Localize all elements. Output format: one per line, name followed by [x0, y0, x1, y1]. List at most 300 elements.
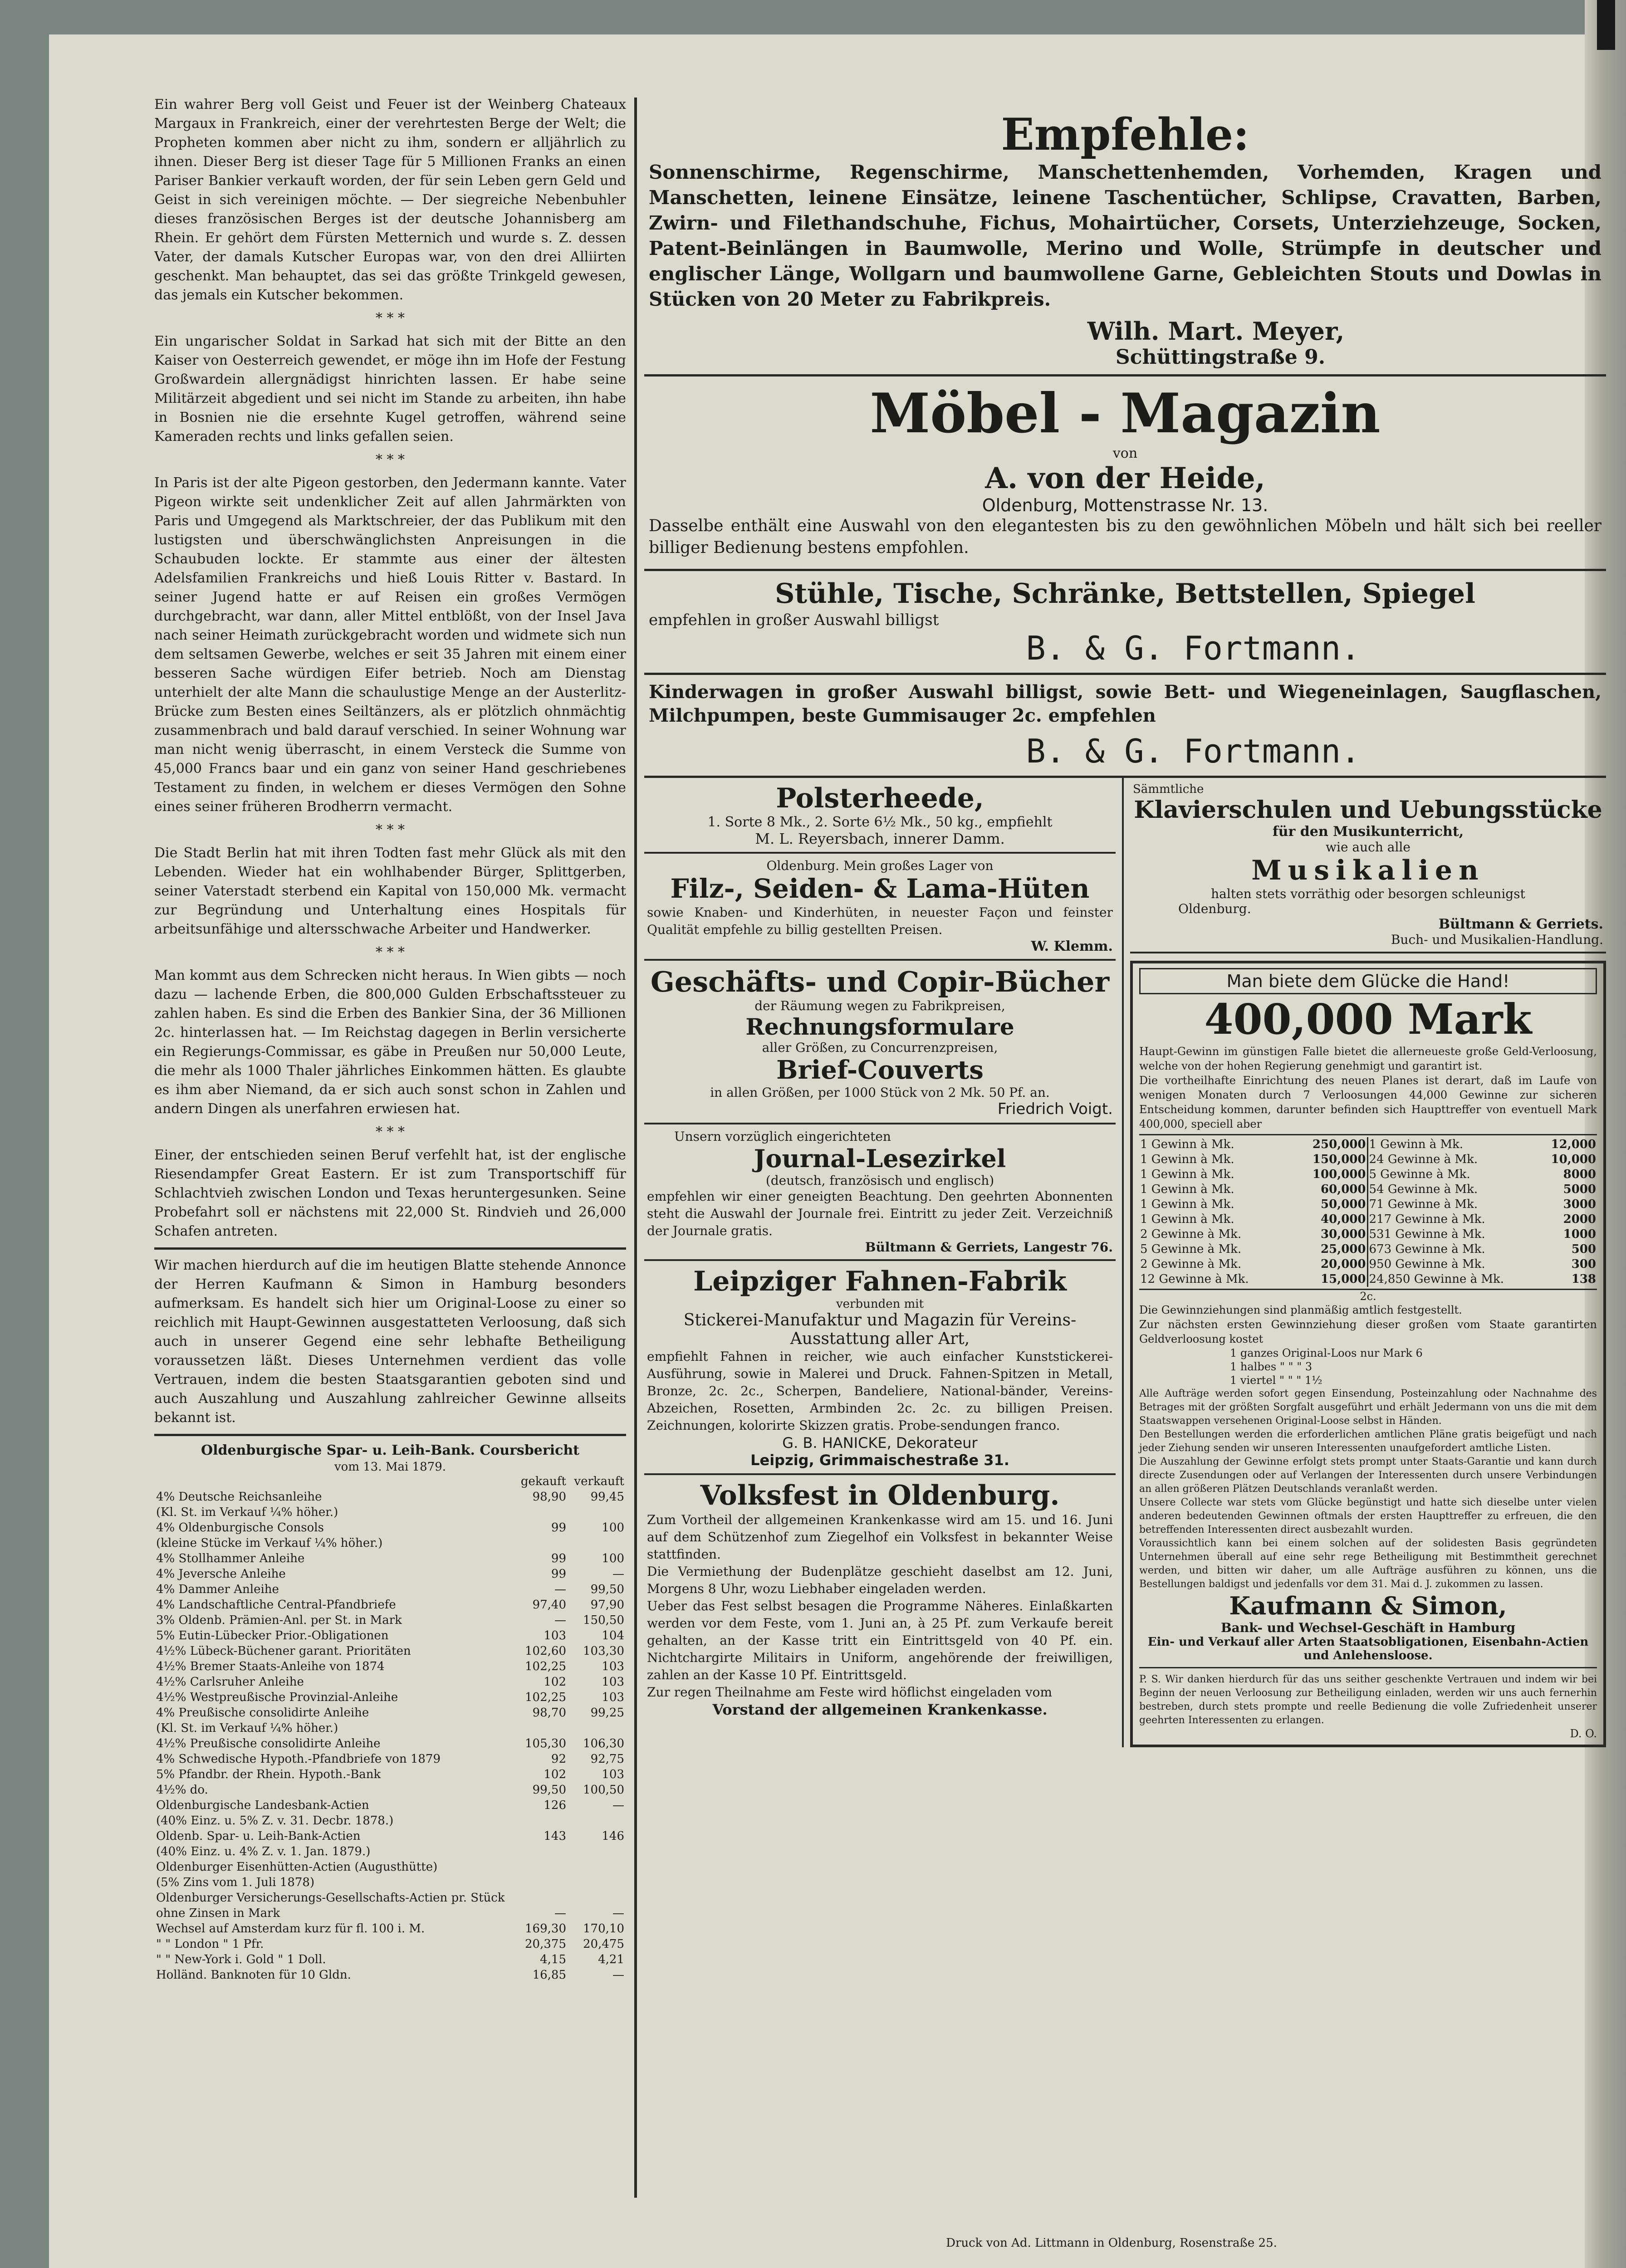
course-bought	[510, 1844, 568, 1859]
course-sold: 97,90	[590, 1598, 624, 1612]
lottery-p1: Die Gewinnziehungen sind planmäßig amtlich festgestellt.	[1139, 1304, 1462, 1316]
course-security: 4½% do.	[156, 1783, 208, 1797]
course-row	[154, 1690, 626, 1705]
course-security: 5% Eutin-Lübecker Prior.-Obligationen	[156, 1629, 389, 1642]
lottery-prize-row	[1368, 1242, 1597, 1257]
course-security: Oldenburger Eisenhütten-Actien (Augusthütte)	[156, 1860, 438, 1874]
course-security: 4½% Preußische consolidirte Anleihe	[156, 1737, 381, 1750]
prize-value: 1000	[1563, 1227, 1596, 1241]
ad-klavier-signature: Bültmann & Gerriets.	[1438, 916, 1603, 932]
course-security: (40% Einz. u. 5% Z. v. 31. Decbr. 1878.)	[156, 1814, 394, 1828]
lottery-prize-row	[1368, 1212, 1597, 1227]
article-berlin: Die Stadt Berlin hat mit ihren Todten fast mehr Glück als mit den Lebenden. Wieder hat ein wohlhabender Bürger, Splittgerben, seiner Vaterstadt sterbend ein Kapital von 150,000 Mk. vermacht zur Begründung und Unterhaltung eines Hospitals für arbeitsunfähige und altersschwache Arbeiter und Handwerker.	[154, 845, 626, 937]
article-chateau-margaux: Ein wahrer Berg voll Geist und Feuer ist der Weinberg Chateaux Margaux in Frankreich, einer der verehrtesten Berge der Welt; die Propheten kommen aber nicht zu ihm, sondern er alljährlich zu ihnen. Dieser Berg ist dieser Tage für 5 Millionen Franks an einen Pariser Bankier verkauft worden, der für sein Leben gern Geld und Geist in sich vereinigen möchte. — Der siegreiche Nebenbuhler dieses französischen Berges ist der deutsche Johannisberg am Rhein. Er gehört dem Fürsten Metternich und wurde s. Z. dessen Vater, der damals Kutscher Europas war, von den drei Alliirten geschenkt. Man behauptet, das sei das größte Trinkgeld gewesen, das jemals ein Kutscher bekommen.	[154, 97, 626, 303]
prize-count: 5 Gewinne à Mk.	[1369, 1168, 1470, 1181]
course-sold	[568, 1890, 626, 1906]
ad-moebel-address: Oldenburg, Mottenstrasse Nr. 13.	[982, 495, 1268, 515]
course-security: " " New-York i. Gold " 1 Doll.	[156, 1953, 326, 1966]
course-sold	[568, 1721, 626, 1736]
course-sold: 104	[602, 1629, 624, 1642]
ad-polsterheede-title: Polsterheede,	[776, 782, 984, 814]
ad-filz-signature: W. Klemm.	[1031, 938, 1113, 954]
binding-edge	[1597, 0, 1615, 50]
course-bought	[510, 1721, 568, 1736]
lottery-p9: Unsere Collecte war stets vom Glücke begünstigt und hatte sich dieselbe unter vielen anderen bedeutenden Gewinnen oftmals der ersten Haupttreffer zu erfreuen, die den betreffenden Interessenten direct ausbezahlt wurden.	[1139, 1497, 1597, 1535]
ad-polsterheede	[644, 778, 1116, 854]
ad-fahnen-line2: Stickerei-Manufaktur und Magazin für Vereins-Ausstattung aller Art,	[683, 1311, 1077, 1348]
printer-imprint: Druck von Ad. Littmann in Oldenburg, Rosenstraße 25.	[946, 2236, 1277, 2250]
lottery-prize-row	[1139, 1227, 1367, 1242]
lottery-p4: 1 halbes " " " 3	[1230, 1360, 1313, 1373]
separator-stars: * * *	[375, 944, 405, 960]
separator-stars: * * *	[375, 822, 405, 838]
ad-lottery	[1130, 961, 1606, 1747]
prize-count: 24 Gewinne à Mk.	[1369, 1153, 1478, 1166]
course-row	[154, 1721, 626, 1736]
course-bought: 102,25	[525, 1660, 566, 1673]
course-sold: 100	[602, 1552, 624, 1565]
course-sold: 170,10	[583, 1922, 624, 1936]
course-security: 4% Jeversche Anleihe	[156, 1567, 286, 1581]
course-security: (5% Zins vom 1. Juli 1878)	[156, 1876, 315, 1889]
ad-stuehle-signature: B. & G. Fortmann.	[1026, 629, 1361, 667]
right-column	[644, 104, 1606, 1747]
course-row	[154, 1751, 626, 1767]
prize-count: 1 Gewinn à Mk.	[1140, 1198, 1234, 1211]
course-row	[154, 1844, 626, 1859]
ad-klavier-signature2: Buch- und Musikalien-Handlung.	[1391, 932, 1603, 947]
course-bought: 102,25	[525, 1691, 566, 1704]
lottery-prizes-right	[1368, 1137, 1597, 1287]
ad-kinderwagen-signature: B. & G. Fortmann.	[1026, 732, 1361, 770]
course-report	[154, 1442, 626, 1983]
course-bought: 103	[544, 1629, 566, 1642]
lottery-prize-row	[1139, 1152, 1367, 1167]
lottery-p5: 1 viertel " " " 1½	[1230, 1374, 1322, 1387]
course-security: Oldenb. Spar- u. Leih-Bank-Actien	[156, 1829, 361, 1843]
prize-count: 1 Gewinn à Mk.	[1140, 1153, 1234, 1166]
course-row	[154, 1551, 626, 1566]
course-row	[154, 1798, 626, 1813]
prize-count: 71 Gewinne à Mk.	[1369, 1198, 1478, 1211]
course-security: ohne Zinsen in Mark	[156, 1906, 280, 1920]
prize-value: 500	[1571, 1242, 1596, 1256]
course-security: (Kl. St. im Verkauf ¼% höher.)	[156, 1721, 338, 1735]
course-sold	[568, 1813, 626, 1828]
ad-klavier-place: Oldenburg.	[1178, 901, 1251, 916]
lottery-prize-table	[1139, 1134, 1597, 1290]
course-security: Oldenburger Versicherungs-Gesellschafts-Actien pr. Stück	[156, 1891, 505, 1905]
ad-empfehle	[644, 104, 1606, 376]
prize-value: 2000	[1563, 1212, 1596, 1226]
prize-count: 5 Gewinne à Mk.	[1140, 1242, 1242, 1256]
ad-fahnen-line1: verbunden mit	[836, 1297, 924, 1311]
lottery-p7: Den Bestellungen werden die erforderlichen amtlichen Pläne gratis beigefügt und nach jeder Ziehung senden wir unseren Interessenten unaufgefordert amtliche Listen.	[1139, 1429, 1597, 1454]
prize-value: 50,000	[1320, 1198, 1366, 1211]
course-security: " " London " 1 Pfr.	[156, 1937, 264, 1951]
lottery-prize-row	[1139, 1272, 1367, 1287]
course-security: 4½% Lübeck-Büchener garant. Prioritäten	[156, 1644, 411, 1658]
ad-journal-title: Journal-Lesezirkel	[754, 1144, 1006, 1173]
col-header-verkauft: verkauft	[574, 1475, 624, 1488]
ad-klavier-sub2: wie auch alle	[1326, 840, 1411, 855]
lottery-prize-row	[1368, 1167, 1597, 1182]
course-row	[154, 1936, 626, 1952]
course-bought: 99	[551, 1567, 566, 1581]
prize-value: 150,000	[1312, 1153, 1366, 1166]
ad-klavier-pre: Sämmtliche	[1133, 782, 1204, 796]
lottery-firm2: Bank- und Wechsel-Geschäft in Hamburg	[1220, 1620, 1516, 1635]
course-bought	[510, 1859, 568, 1875]
course-row	[154, 1643, 626, 1659]
course-security: 4½% Westpreußische Provinzial-Anleihe	[156, 1691, 398, 1704]
prize-value: 25,000	[1320, 1242, 1366, 1256]
course-bought: 98,90	[532, 1490, 566, 1504]
course-report-title: Oldenburgische Spar- u. Leih-Bank. Coursbericht	[201, 1442, 580, 1458]
course-bought: 169,30	[525, 1922, 566, 1936]
ad-volksfest-body2: Die Vermiethung der Budenplätze geschieht daselbst am 12. Juni, Morgens 8 Uhr, wozu Liebhaber eingeladen werden.	[647, 1564, 1113, 1596]
ad-empfehle-title: Empfehle:	[1001, 109, 1249, 160]
course-row	[154, 1967, 626, 1983]
course-sold: 103	[602, 1675, 624, 1689]
ad-filz-hueten	[644, 854, 1116, 961]
prize-value: 138	[1571, 1272, 1596, 1286]
course-sold: 99,25	[590, 1706, 624, 1720]
prize-count: 1 Gewinn à Mk.	[1369, 1138, 1464, 1151]
prize-value: 8000	[1563, 1168, 1596, 1181]
ad-buecher-signature: Friedrich Voigt.	[997, 1100, 1113, 1118]
col-header-gekauft: gekauft	[520, 1475, 566, 1488]
course-sold: —	[612, 1799, 624, 1812]
course-sold	[568, 1844, 626, 1859]
course-sold: —	[612, 1567, 624, 1581]
course-sold: —	[612, 1968, 624, 1982]
course-bought	[510, 1535, 568, 1551]
lottery-ps-signature: D. O.	[1570, 1727, 1597, 1740]
ad-fahnen-fabrik	[644, 1261, 1116, 1475]
lottery-ps: P. S. Wir danken hierdurch für das uns seither geschenkte Vertrauen und indem wir bei Beginn der neuen Verloosung zur Betheiligung einladen, werden wir uns auch fernerhin bestreben, durch stets prompte und reelle Bedienung die volle Zufriedenheit unserer geehrten Interessenten zu erlangen.	[1139, 1674, 1597, 1726]
course-bought	[510, 1890, 568, 1906]
course-sold: 92,75	[590, 1752, 624, 1766]
course-security: 4% Oldenburgische Consols	[156, 1521, 324, 1535]
ad-empfehle-signature: Wilh. Mart. Meyer,	[1087, 317, 1345, 346]
course-bought: —	[554, 1906, 566, 1920]
course-security: (40% Einz. u. 4% Z. v. 1. Jan. 1879.)	[156, 1845, 371, 1858]
ad-grid-left	[644, 778, 1124, 1747]
course-security: 4% Schwedische Hypoth.-Pfandbriefe von 1879	[156, 1752, 441, 1766]
lottery-intro2: Die vortheilhafte Einrichtung des neuen Planes ist derart, daß im Laufe von wenigen Monaten durch 7 Verloosungen 44,000 Gewinne zur sicheren Entscheidung kommen, darunter befinden sich Haupttreffer von eventuell Mark 400,000, speciell aber	[1139, 1074, 1597, 1130]
lottery-p6: Alle Aufträge werden sofort gegen Einsendung, Posteinzahlung oder Nachnahme des Betrages mit der größten Sorgfalt ausgeführt und erhält Jedermann von uns die mit dem Staatswappen versehenen Original-Loose selbst in Händen.	[1139, 1388, 1597, 1427]
ad-volksfest	[644, 1475, 1116, 1723]
article-ungarischer-soldat: Ein ungarischer Soldat in Sarkad hat sich mit der Bitte an den Kaiser von Oesterreich gewendet, er möge ihn im Hofe der Festung Großwardein allergnädigst hinrichten lassen. Er habe seine Militärzeit abgedient und sei nicht im Stande zu arbeiten, ihn habe in Bosnien nie die ersehnte Kugel getroffen, während seine Kameraden rechts und links gefallen seien.	[154, 333, 626, 445]
course-row	[154, 1582, 626, 1597]
course-sold	[568, 1505, 626, 1520]
prize-count: 12 Gewinne à Mk.	[1140, 1272, 1249, 1286]
prize-count: 2 Gewinne à Mk.	[1140, 1257, 1242, 1271]
notice-kaufmann-simon: Wir machen hierdurch auf die im heutigen Blatte stehende Annonce der Herren Kaufmann & Simon in Hamburg besonders aufmerksam. Es handelt sich hier um Original-Loose zu einer so reichlich mit Haupt-Gewinnen ausgestatteten Verloosung, daß sich auch in unserer Gegend eine sehr lebhafte Betheiligung voraussetzen läßt. Dieses Unternehmen verdient das volle Vertrauen, indem die besten Staatsgarantien geboten sind und auch Auszahlung und Auszahlung zahlreicher Gewinne allseits bekannt ist.	[154, 1257, 626, 1426]
course-row	[154, 1505, 626, 1520]
prize-value: 60,000	[1320, 1183, 1366, 1196]
course-sold: 100,50	[583, 1783, 624, 1797]
ad-volksfest-title: Volksfest in Oldenburg.	[700, 1480, 1060, 1511]
prize-value: 3000	[1563, 1198, 1596, 1211]
lottery-prize-row	[1368, 1197, 1597, 1212]
lottery-prize-row	[1368, 1137, 1597, 1152]
course-bought: 102	[544, 1675, 566, 1689]
course-sold: —	[612, 1906, 624, 1920]
lottery-p8: Die Auszahlung der Gewinne erfolgt stets prompt unter Staats-Garantie und kann durch directe Zusendungen oder auf Verlangen der Interessenten durch unsere Verbindungen an allen größeren Plätzen Deutschlands veranlaßt werden.	[1139, 1456, 1597, 1495]
course-security: (Kl. St. im Verkauf ¼% höher.)	[156, 1505, 338, 1519]
lottery-prize-row	[1368, 1227, 1597, 1242]
prize-value: 250,000	[1312, 1138, 1366, 1151]
course-row	[154, 1628, 626, 1643]
course-bought: 99	[551, 1552, 566, 1565]
course-row	[154, 1952, 626, 1967]
prize-count: 950 Gewinne à Mk.	[1369, 1257, 1485, 1271]
ad-klavier-title2: Musikalien	[1251, 855, 1485, 886]
ad-stuehle	[644, 571, 1606, 675]
course-bought: —	[554, 1583, 566, 1596]
ad-journal-body: empfehlen wir einer geneigten Beachtung. Den geehrten Abonnenten steht die Auswahl der Journale frei. Eintritt zu jeder Zeit. Verzeichniß der Journale gratis.	[647, 1189, 1113, 1238]
ad-moebel-body: Dasselbe enthält eine Auswahl von den elegantesten bis zu den gewöhnlichen Möbeln und hält sich bei reeller billiger Bedienung bestens empfohlen.	[649, 517, 1602, 557]
separator-stars: * * *	[375, 310, 405, 326]
course-sold: 103	[602, 1768, 624, 1781]
rule	[154, 1247, 626, 1250]
course-bought: —	[554, 1613, 566, 1627]
column-divider	[634, 98, 637, 2198]
course-row	[154, 1921, 626, 1936]
lottery-prize-row	[1139, 1197, 1367, 1212]
ad-buecher-line1: der Räumung wegen zu Fabrikpreisen,	[754, 998, 1005, 1013]
course-security: Oldenburgische Landesbank-Actien	[156, 1799, 369, 1812]
lottery-amount: 400,000 Mark	[1204, 995, 1532, 1044]
course-row	[154, 1705, 626, 1721]
prize-count: 1 Gewinn à Mk.	[1140, 1183, 1234, 1196]
course-row	[154, 1859, 626, 1875]
ad-moebel-magazin	[644, 376, 1606, 571]
ad-buecher-line3: in allen Größen, per 1000 Stück von 2 Mk. 50 Pf. an.	[710, 1085, 1050, 1100]
lottery-prize-row	[1139, 1182, 1367, 1197]
course-row	[154, 1597, 626, 1613]
course-row	[154, 1659, 626, 1674]
lottery-prize-row	[1139, 1242, 1367, 1257]
ad-buecher-title2: Rechnungsformulare	[745, 1013, 1014, 1040]
course-bought: 16,85	[532, 1968, 566, 1982]
course-security: 4% Landschaftliche Central-Pfandbriefe	[156, 1598, 396, 1612]
prize-value: 100,000	[1312, 1168, 1366, 1181]
course-bought: 99,50	[532, 1783, 566, 1797]
course-security: 4% Deutsche Reichsanleihe	[156, 1490, 322, 1504]
article-pigeon: In Paris ist der alte Pigeon gestorben, den Jedermann kannte. Vater Pigeon wirkte seit undenklicher Zeit auf allen Jahrmärkten von Paris und Umgegend als Marktschreier, der das Publikum mit den lustigsten und überschwänglichsten Anpreisungen in die Schaubuden lockte. Er stammte aus einer der ältesten Adelsfamilien Frankreichs und hieß Louis Ritter v. Bastard. In seiner Jugend hatte er auf Reisen ein großes Vermögen durchgebracht, war dann, aller Mittel entblößt, von der Insel Java nach seiner Heimath zurückgebracht worden und widmete sich nun dem seltsamen Gewerbe, welches er seit 35 Jahren mit einem einer besseren Sache würdigen Eifer betrieb. Noch am Dienstag unterhielt der alte Mann die schaulustige Menge an der Austerlitz-Brücke zum Besten eines Seiltänzers, als er plötzlich ohnmächtig zusammenbrach und bald darauf verschied. In seiner Wohnung war man nicht wenig überrascht, in einem Versteck die Summe von 45,000 Francs baar und ein ganz von seiner Hand geschriebenes Testament zu finden, in welchem er dieses Vermögen den Sohne eines seiner früheren Brodherrn vermacht.	[154, 475, 626, 815]
course-bought: 102,60	[525, 1644, 566, 1658]
ad-fahnen-title: Leipziger Fahnen-Fabrik	[693, 1266, 1067, 1297]
course-bought	[510, 1505, 568, 1520]
course-sold: 103	[602, 1691, 624, 1704]
course-security: 5% Pfandbr. der Rhein. Hypoth.-Bank	[156, 1768, 381, 1781]
article-great-eastern: Einer, der entschieden seinen Beruf verfehlt hat, ist der englische Riesendampfer Great Eastern. Er ist zum Transportschiff für Schlachtvieh zwischen London und Texas heruntergesunken. Seine Probefahrt soll er nächstens mit 22,000 St. Rindvieh und 26,000 Schafen antreten.	[154, 1147, 626, 1239]
course-bought: 92	[551, 1752, 566, 1766]
prize-count: 1 Gewinn à Mk.	[1140, 1212, 1234, 1226]
course-bought: 105,30	[525, 1737, 566, 1750]
course-bought: 4,15	[540, 1953, 566, 1966]
ad-fahnen-signature: G. B. HANICKE, Dekorateur	[782, 1434, 978, 1452]
ad-journal-sub: (deutsch, französisch und englisch)	[765, 1173, 994, 1188]
course-security: 4½% Bremer Staats-Anleihe von 1874	[156, 1660, 385, 1673]
ad-polsterheede-body: 1. Sorte 8 Mk., 2. Sorte 6½ Mk., 50 kg., empfiehlt	[707, 814, 1053, 830]
lottery-p2: Zur nächsten ersten Gewinnziehung dieser großen vom Staate garantirten Geldverloosung kostet	[1139, 1318, 1597, 1345]
left-column	[154, 95, 626, 1983]
course-bought	[510, 1813, 568, 1828]
course-bought: 99	[551, 1521, 566, 1535]
lottery-prize-row	[1139, 1257, 1367, 1272]
course-sold: 99,50	[590, 1583, 624, 1596]
prize-value: 40,000	[1320, 1212, 1366, 1226]
ad-buecher-title3: Brief-Couverts	[776, 1055, 984, 1085]
ad-stuehle-body: empfehlen in großer Auswahl billigst	[649, 611, 939, 629]
course-security: 4% Stollhammer Anleihe	[156, 1552, 305, 1565]
lottery-p3: 1 ganzes Original-Loos nur Mark 6	[1230, 1347, 1423, 1359]
course-security: Wechsel auf Amsterdam kurz für fl. 100 i. M.	[156, 1922, 425, 1936]
ad-moebel-title: Möbel - Magazin	[870, 381, 1381, 445]
lottery-p10: Voraussichtlich kann bei einem solchen auf der solidesten Basis gegründeten Unternehmen überall auf eine sehr rege Betheiligung mit Bestimmtheit gerechnet werden, und bitten wir daher, um alle Aufträge ausführen zu können, uns die Bestellungen baldigst und jedenfalls vor dem 31. Mai d. J. zukommen zu lassen.	[1139, 1538, 1597, 1590]
course-row	[154, 1613, 626, 1628]
lottery-prize-row	[1139, 1167, 1367, 1182]
course-row	[154, 1782, 626, 1798]
ad-journal	[644, 1124, 1116, 1261]
ad-klavierschulen	[1130, 778, 1606, 953]
course-security: 4% Preußische consolidirte Anleihe	[156, 1706, 369, 1720]
course-row	[154, 1890, 626, 1906]
ad-volksfest-body3: Ueber das Fest selbst besagen die Programme Näheres. Einlaßkarten werden vor dem Feste, vom 1. Juni an, à 25 Pf. zum Verkaufe bereit gehalten, an der Kasse tritt ein Eintrittsgeld von 40 Pf. ein. Nichtchargirte Militairs in Uniform, angehörende der freiwilligen, zahlen an der Kasse 10 Pf. Eintrittsgeld.	[647, 1598, 1113, 1682]
course-security: 3% Oldenb. Prämien-Anl. per St. in Mark	[156, 1613, 402, 1627]
course-row	[154, 1520, 626, 1535]
prize-value: 20,000	[1320, 1257, 1366, 1271]
ad-volksfest-signature: Vorstand der allgemeinen Krankenkasse.	[712, 1701, 1048, 1718]
lottery-firm3: Ein- und Verkauf aller Arten Staatsobligationen, Eisenbahn-Actien und Anlehensloose.	[1147, 1635, 1589, 1662]
ad-kinderwagen-body: Kinderwagen in großer Auswahl billigst, sowie Bett- und Wiegeneinlagen, Saugflaschen, Milchpumpen, beste Gummisauger 2c. empfehlen	[649, 681, 1602, 726]
ad-buecher-title: Geschäfts- und Copir-Bücher	[650, 965, 1110, 998]
prize-value: 15,000	[1320, 1272, 1366, 1286]
ad-fahnen-address: Leipzig, Grimmaischestraße 31.	[750, 1452, 1009, 1469]
ad-empfehle-body: Sonnenschirme, Regenschirme, Manschettenhemden, Vorhemden, Kragen und Manschetten, leinene Einsätze, leinene Taschentücher, Schlipse, Cravatten, Barben, Zwirn- und Filethandschuhe, Fichus, Mohairtücher, Corsets, Unterziehzeuge, Socken, Patent-Beinlängen in Baumwolle, Merino und Wolle, Strümpfe in deutscher und englischer Länge, Wollgarn und baumwollene Garne, Gebleichten Stouts und Dowlas in Stücken von 20 Meter zu Fabrikpreis.	[649, 161, 1602, 310]
lottery-prize-row	[1368, 1152, 1597, 1167]
rule	[154, 1434, 626, 1436]
course-row	[154, 1674, 626, 1690]
course-bought: 126	[544, 1799, 566, 1812]
course-security: (kleine Stücke im Verkauf ¼% höher.)	[156, 1536, 383, 1550]
lottery-etc: 2c.	[1360, 1290, 1376, 1303]
prize-value: 5000	[1563, 1183, 1596, 1196]
ad-geschaeftsbuecher	[644, 961, 1116, 1124]
rule	[1139, 1667, 1597, 1668]
ad-klavier-sub: für den Musikunterricht,	[1272, 824, 1464, 840]
ad-klavier-body: halten stets vorräthig oder besorgen schleunigst	[1211, 886, 1525, 901]
course-bought: 20,375	[525, 1937, 566, 1951]
lottery-prizes-left	[1139, 1137, 1368, 1287]
prize-count: 673 Gewinne à Mk.	[1369, 1242, 1485, 1256]
prize-count: 2 Gewinne à Mk.	[1140, 1227, 1242, 1241]
ad-grid	[644, 778, 1606, 1747]
prize-value: 12,000	[1551, 1138, 1596, 1151]
course-sold	[568, 1875, 626, 1890]
ad-filz-pre: Oldenburg. Mein großes Lager von	[766, 858, 994, 873]
lottery-prize-row	[1139, 1212, 1367, 1227]
ad-volksfest-body4: Zur regen Theilnahme am Feste wird höflichst eingeladen vom	[647, 1685, 1053, 1700]
prize-count: 1 Gewinn à Mk.	[1140, 1168, 1234, 1181]
ad-filz-title: Filz-, Seiden- & Lama-Hüten	[670, 873, 1090, 904]
ad-moebel-von: von	[1112, 445, 1138, 461]
lottery-prize-row	[1368, 1257, 1597, 1272]
lottery-head: Man biete dem Glücke die Hand!	[1139, 968, 1597, 994]
ad-klavier-title: Klavierschulen und Uebungsstücke	[1134, 796, 1602, 824]
lottery-intro: Haupt-Gewinn im günstigen Falle bietet die allerneueste große Geld-Verloosung, welche von der hohen Regierung genehmigt und garantirt ist.	[1139, 1045, 1597, 1072]
course-report-date: vom 13. Mai 1879.	[334, 1460, 446, 1474]
course-row	[154, 1535, 626, 1551]
course-sold: 20,475	[583, 1937, 624, 1951]
ad-stuehle-title: Stühle, Tische, Schränke, Bettstellen, Spiegel	[775, 578, 1475, 610]
prize-count: 24,850 Gewinne à Mk.	[1369, 1272, 1504, 1286]
course-sold: 106,30	[583, 1737, 624, 1750]
course-row	[154, 1828, 626, 1844]
course-security: 4½% Carlsruher Anleihe	[156, 1675, 304, 1689]
separator-stars: * * *	[375, 1124, 405, 1140]
lottery-prize-row	[1368, 1272, 1597, 1287]
prize-value: 300	[1571, 1257, 1596, 1271]
course-table	[154, 1474, 626, 1983]
course-bought: 143	[544, 1829, 566, 1843]
course-bought: 102	[544, 1768, 566, 1781]
ad-polsterheede-signature: M. L. Reyersbach, innerer Damm.	[755, 830, 1005, 847]
ad-grid-right	[1124, 778, 1606, 1747]
prize-count: 531 Gewinne à Mk.	[1369, 1227, 1485, 1241]
course-row	[154, 1489, 626, 1505]
course-sold	[568, 1859, 626, 1875]
ad-journal-pre: Unsern vorzüglich eingerichteten	[674, 1129, 891, 1144]
course-sold: 99,45	[590, 1490, 624, 1504]
article-wien-erben: Man kommt aus dem Schrecken nicht heraus. In Wien gibts — noch dazu — lachende Erben, die 800,000 Gulden Erbschaftssteuer zu zahlen haben. Es sind die Erben des Bankier Sina, der 36 Millionen 2c. hinterlassen hat. — Im Reichstag dagegen in Berlin versicherte ein Regierungs-Commissar, es gäbe in Preußen nur 50,000 Leute, die mehr als 1000 Thaler jährliches Einkommen hätten. Es glaubte es ihm aber Niemand, da er sich auch sonst schon in Zahlen und andern Dingen als unerfahren erwiesen hat.	[154, 968, 626, 1117]
ad-volksfest-body1: Zum Vortheil der allgemeinen Krankenkasse wird am 15. und 16. Juni auf dem Schützenhof zum Ziegelhof ein Volksfest in bekannter Weise stattfinden.	[647, 1512, 1113, 1562]
ad-moebel-name: A. von der Heide,	[985, 461, 1265, 495]
course-bought: 97,40	[532, 1598, 566, 1612]
course-row	[154, 1906, 626, 1921]
course-row	[154, 1813, 626, 1828]
ad-journal-signature: Bültmann & Gerriets, Langestr 76.	[865, 1240, 1113, 1255]
course-sold: 100	[602, 1521, 624, 1535]
lottery-prize-row	[1368, 1182, 1597, 1197]
prize-count: 54 Gewinne à Mk.	[1369, 1183, 1478, 1196]
prize-count: 217 Gewinne à Mk.	[1369, 1212, 1485, 1226]
ad-kinderwagen	[644, 675, 1606, 778]
prize-count: 1 Gewinn à Mk.	[1140, 1138, 1234, 1151]
course-sold: 150,50	[583, 1613, 624, 1627]
course-sold	[568, 1535, 626, 1551]
lottery-prize-row	[1139, 1137, 1367, 1152]
course-row	[154, 1875, 626, 1890]
ad-empfehle-address: Schüttingstraße 9.	[1115, 346, 1326, 369]
course-sold: 146	[602, 1829, 624, 1843]
course-bought: 98,70	[532, 1706, 566, 1720]
course-bought	[510, 1875, 568, 1890]
prize-value: 10,000	[1551, 1153, 1596, 1166]
course-sold: 103,30	[583, 1644, 624, 1658]
lottery-firm: Kaufmann & Simon,	[1229, 1591, 1507, 1620]
course-sold: 103	[602, 1660, 624, 1673]
ad-filz-body: sowie Knaben- und Kinderhüten, in neuester Façon und feinster Qualität empfehle zu billig gestellten Preisen.	[647, 905, 1113, 937]
course-security: Holländ. Banknoten für 10 Gldn.	[156, 1968, 351, 1982]
course-row	[154, 1736, 626, 1751]
course-row	[154, 1566, 626, 1582]
separator-stars: * * *	[375, 452, 405, 468]
